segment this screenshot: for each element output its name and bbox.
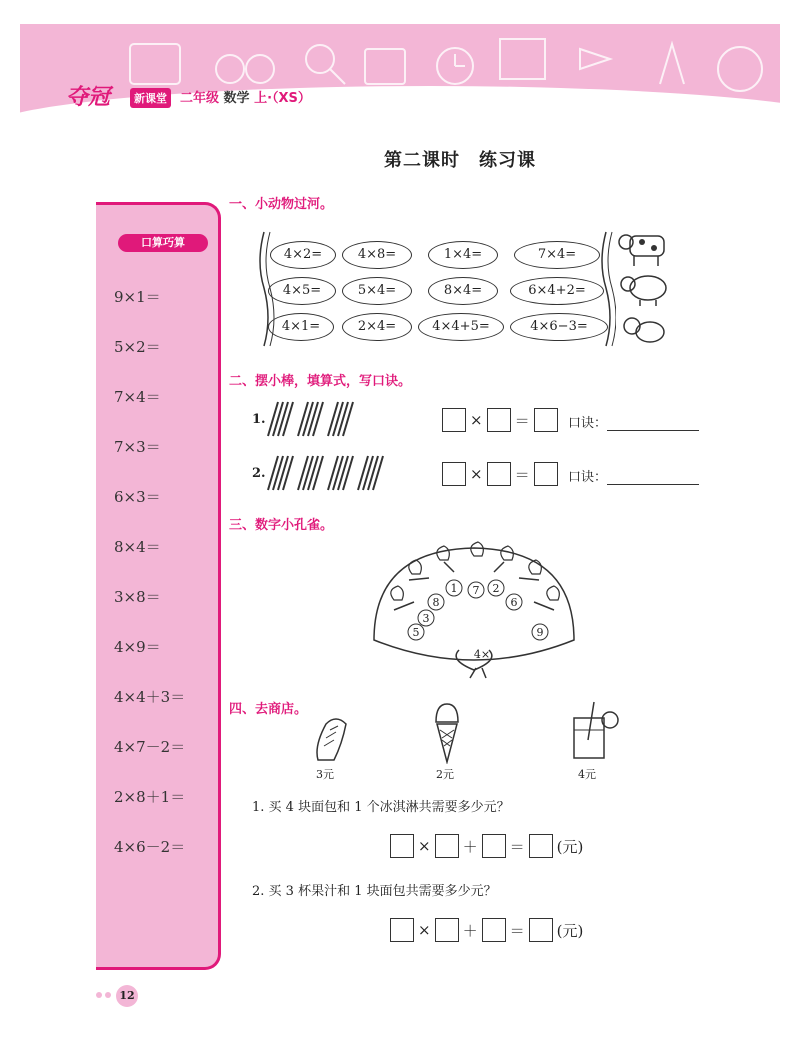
sidebar-item: 4×9＝ (114, 638, 161, 656)
stone-oval: 1×4= (428, 241, 498, 269)
logo: 夺冠 (66, 85, 111, 110)
peacock-number: 1 (450, 582, 458, 595)
peacock-illustration (364, 540, 584, 680)
answer-box[interactable] (529, 918, 553, 942)
bread-price: 3元 (316, 768, 334, 781)
stone-oval: 4×6−3= (510, 313, 608, 341)
mnemonic-row-2 (568, 466, 699, 485)
stone-oval: 8×4= (428, 277, 498, 305)
stone-oval: 4×4+5= (418, 313, 504, 341)
question-number: 1. (252, 412, 266, 427)
equation-boxes-1: × ＝ (442, 408, 558, 432)
sidebar-item: 8×4＝ (114, 538, 161, 556)
peacock-number: 6 (510, 596, 518, 609)
book-info (180, 87, 311, 106)
ice-cream-price: 2元 (436, 768, 454, 781)
section-2-heading: 二、摆小棒，填算式，写口诀。 (229, 374, 412, 389)
answer-box[interactable] (534, 462, 558, 486)
mnemonic-blank[interactable] (607, 470, 699, 485)
sidebar-item: 5×2＝ (114, 338, 161, 356)
decor-dot (96, 992, 102, 998)
stone-oval: 4×2= (270, 241, 336, 269)
answer-box[interactable] (435, 918, 459, 942)
juice-icon (566, 700, 622, 764)
answer-box[interactable] (442, 462, 466, 486)
section-3-heading: 三、数字小孔雀。 (229, 518, 334, 533)
answer-box[interactable] (442, 408, 466, 432)
subject-label: 数学 (223, 91, 250, 106)
equation-boxes-4: × ＋ ＝ (元) (390, 918, 583, 942)
stone-oval: 2×4= (342, 313, 412, 341)
peacock-number: 8 (432, 596, 440, 609)
answer-box[interactable] (487, 408, 511, 432)
sticks-group-1 (266, 400, 366, 440)
grade-label: 二年级 (180, 91, 220, 106)
sidebar-item: 3×8＝ (114, 588, 161, 606)
page-number: 12 (116, 985, 138, 1007)
stone-oval: 4×1= (268, 313, 334, 341)
sidebar-item: 7×3＝ (114, 438, 161, 456)
answer-box[interactable] (435, 834, 459, 858)
juice-price: 4元 (578, 768, 596, 781)
decor-dot (105, 992, 111, 998)
mnemonic-blank[interactable] (607, 416, 699, 431)
peacock-number: 9 (536, 626, 544, 639)
answer-box[interactable] (390, 918, 414, 942)
header-banner (20, 24, 780, 128)
bread-icon (312, 716, 352, 764)
answer-box[interactable] (487, 462, 511, 486)
section-4-heading: 四、去商店。 (229, 702, 308, 717)
answer-box[interactable] (482, 834, 506, 858)
equation-boxes-2: × ＝ (442, 462, 558, 486)
peacock-center-label: 4× (473, 648, 491, 661)
animals-illustration (616, 228, 672, 352)
stone-oval: 6×4+2= (510, 277, 604, 305)
sticks-group-2 (266, 454, 396, 494)
stone-oval: 7×4= (514, 241, 600, 269)
shop-question-2: 2. 买 3 杯果汁和 1 块面包共需要多少元？ (252, 884, 497, 899)
sidebar-item: 2×8＋1＝ (114, 788, 186, 806)
peacock-number: 2 (492, 582, 500, 595)
answer-box[interactable] (534, 408, 558, 432)
peacock-number: 3 (422, 612, 430, 625)
page-title: 第二课时 练习课 (384, 150, 536, 171)
sidebar-item: 4×4＋3＝ (114, 688, 186, 706)
peacock-number: 5 (412, 626, 420, 639)
sidebar-title: 口算巧算 (118, 234, 208, 252)
sidebar-item: 4×6－2＝ (114, 838, 186, 856)
equation-boxes-3: × ＋ ＝ (元) (390, 834, 583, 858)
answer-box[interactable] (390, 834, 414, 858)
stone-oval: 4×8= (342, 241, 412, 269)
sidebar-item: 4×7－2＝ (114, 738, 186, 756)
sidebar-item: 6×3＝ (114, 488, 161, 506)
shop-question-1: 1. 买 4 块面包和 1 个冰淇淋共需要多少元？ (252, 800, 510, 815)
stone-oval: 4×5= (268, 277, 336, 305)
unit-label: (元) (556, 921, 584, 940)
series-badge: 新课堂 (130, 88, 171, 108)
mnemonic-label: 口诀： (568, 416, 608, 431)
answer-box[interactable] (482, 918, 506, 942)
sidebar-item: 9×1＝ (114, 288, 161, 306)
sidebar-item: 7×4＝ (114, 388, 161, 406)
section-1-heading: 一、小动物过河。 (229, 197, 334, 212)
mnemonic-row-1 (568, 412, 699, 431)
mnemonic-label: 口诀： (568, 470, 608, 485)
volume-label: 上·（XS） (254, 91, 311, 106)
stone-oval: 5×4= (342, 277, 412, 305)
question-number: 2. (252, 466, 266, 481)
answer-box[interactable] (529, 834, 553, 858)
ice-cream-icon (432, 702, 462, 764)
unit-label: (元) (556, 837, 584, 856)
peacock-number: 7 (472, 584, 480, 597)
